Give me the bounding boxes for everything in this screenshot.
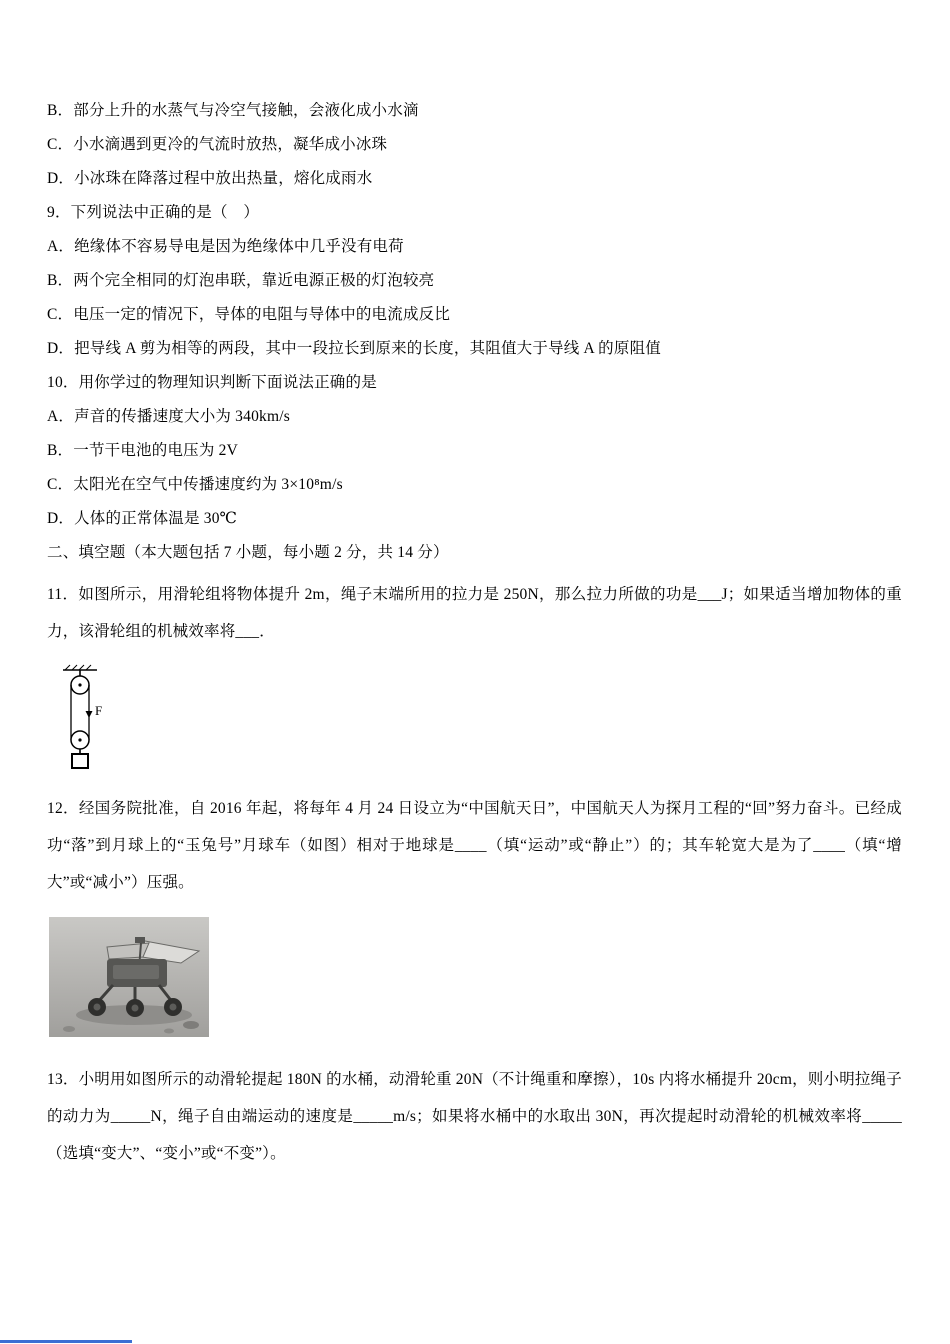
q9-option-a: A．绝缘体不容易导电是因为绝缘体中几乎没有电荷: [47, 238, 404, 255]
pulley-force-label: F: [95, 703, 103, 718]
q10-option-d: D．人体的正常体温是 30℃: [47, 510, 238, 527]
q9-option-b: B．两个完全相同的灯泡串联，靠近电源正极的灯泡较亮: [47, 272, 435, 289]
q8-option-b: B．部分上升的水蒸气与冷空气接触，会液化成小水滴: [47, 102, 419, 119]
footer-accent-line: [0, 1340, 132, 1343]
q11-pulley-figure: [49, 664, 113, 772]
q10-option-a: A．声音的传播速度大小为 340km/s: [47, 408, 290, 425]
q9-option-c: C．电压一定的情况下，导体的电阻与导体中的电流成反比: [47, 306, 451, 323]
q11-text: 11．如图所示，用滑轮组将物体提升 2m，绳子末端所用的拉力是 250N，那么拉力所做的功是___J；如果适当增加物体的重力，该滑轮组的机械效率将___．: [47, 586, 902, 640]
q8-option-c: C．小水滴遇到更冷的气流时放热，凝华成小冰珠: [47, 136, 388, 153]
pulley-diagram-icon: [49, 664, 113, 772]
lunar-rover-photo: [49, 917, 209, 1037]
q13-text: 13．小明用如图所示的动滑轮提起 180N 的水桶，动滑轮重 20N（不计绳重和摩擦），10s 内将水桶提升 20cm，则小明拉绳子的动力为_____N，绳子自由端运动的速度是_____m/s；如果将水桶中的水取出 30N，再次提起时动滑轮的机械效率将_____（选填“变大”、“变小”或“不变”）。: [47, 1071, 902, 1162]
q9-option-d: D．把导线 A 剪为相等的两段，其中一段拉长到原来的长度，其阻值大于导线 A 的原阻值: [47, 340, 661, 357]
q12-text: 12．经国务院批准，自 2016 年起，将每年 4 月 24 日设立为“中国航天日”，中国航天人为探月工程的“回”努力奋斗。已经成功“落”到月球上的“玉兔号”月球车（如图）相对于地球是____（填“运动”或“静止”）的；其车轮宽大是为了____（填“增大”或“减小”）压强。: [47, 800, 902, 891]
q10-option-b: B．一节干电池的电压为 2V: [47, 442, 238, 459]
q10-stem: 10．用你学过的物理知识判断下面说法正确的是: [47, 374, 377, 391]
q10-option-c: C．太阳光在空气中传播速度约为 3×10⁸m/s: [47, 476, 343, 493]
section2-heading: 二、填空题（本大题包括 7 小题，每小题 2 分，共 14 分）: [47, 544, 449, 561]
q12-rover-figure: [49, 917, 209, 1037]
q9-stem: 9．下列说法中正确的是（ ）: [47, 204, 260, 221]
q8-option-d: D．小冰珠在降落过程中放出热量，熔化成雨水: [47, 170, 373, 187]
